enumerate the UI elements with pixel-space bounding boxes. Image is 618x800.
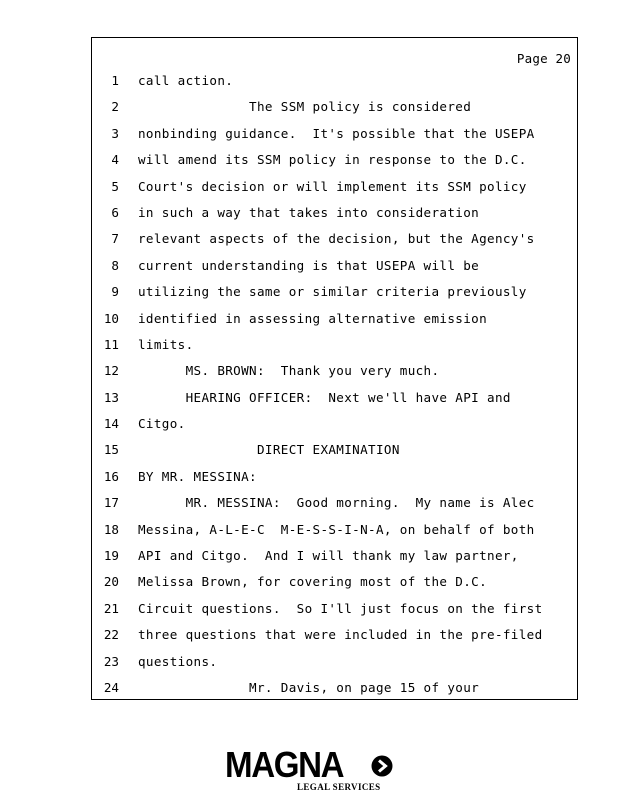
line-number: 3 (111, 125, 119, 141)
logo-wordmark: MAGNA (225, 744, 344, 785)
transcript-line (92, 653, 577, 679)
line-number: 20 (103, 574, 119, 590)
transcript-line (92, 336, 577, 362)
line-number: 11 (103, 336, 119, 352)
transcript-page (91, 37, 578, 700)
line-text: Mr. Davis, on page 15 of your (138, 679, 480, 695)
line-text: Melissa Brown, for covering most of the D.C. (138, 574, 488, 590)
line-text: relevant aspects of the decision, but the Agency's (138, 231, 535, 247)
line-text: in such a way that takes into consideration (138, 204, 480, 220)
transcript-lines (92, 72, 577, 705)
line-number: 5 (111, 178, 119, 194)
line-number: 16 (103, 468, 119, 484)
line-text: MS. BROWN: Thank you very much. (138, 363, 440, 379)
transcript-line (92, 98, 577, 124)
transcript-line (92, 310, 577, 336)
line-text: Citgo. (138, 416, 186, 432)
line-text: Court's decision or will implement its SSM policy (138, 178, 527, 194)
line-number: 9 (111, 284, 119, 300)
line-number: 19 (103, 548, 119, 564)
transcript-line (92, 468, 577, 494)
transcript-line (92, 178, 577, 204)
line-number: 21 (103, 600, 119, 616)
line-text: The SSM policy is considered (138, 99, 472, 115)
transcript-line (92, 547, 577, 573)
line-number: 1 (111, 73, 119, 88)
transcript-line (92, 679, 577, 705)
transcript-line (92, 573, 577, 599)
line-number: 6 (111, 204, 119, 220)
line-text: current understanding is that USEPA will be (138, 257, 480, 273)
line-text: utilizing the same or similar criteria previously (138, 284, 527, 300)
chevron-right-circle-icon (371, 755, 393, 777)
line-text: BY MR. MESSINA: (138, 468, 257, 484)
line-number: 2 (111, 99, 119, 115)
logo-tagline: LEGAL SERVICES (297, 782, 381, 792)
transcript-line (92, 494, 577, 520)
line-text: Messina, A-L-E-C M-E-S-S-I-N-A, on behalf of both (138, 521, 535, 537)
line-text: MR. MESSINA: Good morning. My name is Alec (138, 495, 535, 511)
line-text: will amend its SSM policy in response to the D.C. (138, 152, 527, 168)
line-number: 24 (103, 679, 119, 695)
line-number: 17 (103, 495, 119, 511)
line-number: 18 (103, 521, 119, 537)
page-number: Page 20 (516, 51, 571, 66)
line-text: three questions that were included in the pre-filed (138, 627, 543, 643)
transcript-line (92, 626, 577, 652)
transcript-line (92, 151, 577, 177)
transcript-line (92, 415, 577, 441)
line-text: identified in assessing alternative emission (138, 310, 488, 326)
line-text: DIRECT EXAMINATION (138, 442, 400, 458)
transcript-line (92, 257, 577, 283)
line-number: 10 (103, 310, 119, 326)
line-number: 22 (103, 627, 119, 643)
line-number: 15 (103, 442, 119, 458)
magna-logo (225, 746, 395, 794)
line-text: limits. (138, 336, 194, 352)
transcript-line (92, 230, 577, 256)
line-number: 14 (103, 416, 119, 432)
transcript-line (92, 362, 577, 388)
transcript-line (92, 521, 577, 547)
line-text: questions. (138, 653, 218, 669)
transcript-line (92, 441, 577, 467)
transcript-line (92, 204, 577, 230)
line-text: nonbinding guidance. It's possible that the USEPA (138, 125, 535, 141)
line-number: 4 (111, 152, 119, 168)
transcript-line (92, 283, 577, 309)
line-number: 8 (111, 257, 119, 273)
transcript-line (92, 125, 577, 151)
line-number: 23 (103, 653, 119, 669)
transcript-line (92, 600, 577, 626)
line-number: 7 (111, 231, 119, 247)
line-text: API and Citgo. And I will thank my law partner, (138, 548, 519, 564)
line-number: 12 (103, 363, 119, 379)
line-number: 13 (103, 389, 119, 405)
line-text: Circuit questions. So I'll just focus on the first (138, 600, 543, 616)
transcript-line (92, 389, 577, 415)
transcript-line (92, 72, 577, 98)
line-text: HEARING OFFICER: Next we'll have API and (138, 389, 511, 405)
line-text: call action. (138, 73, 234, 88)
